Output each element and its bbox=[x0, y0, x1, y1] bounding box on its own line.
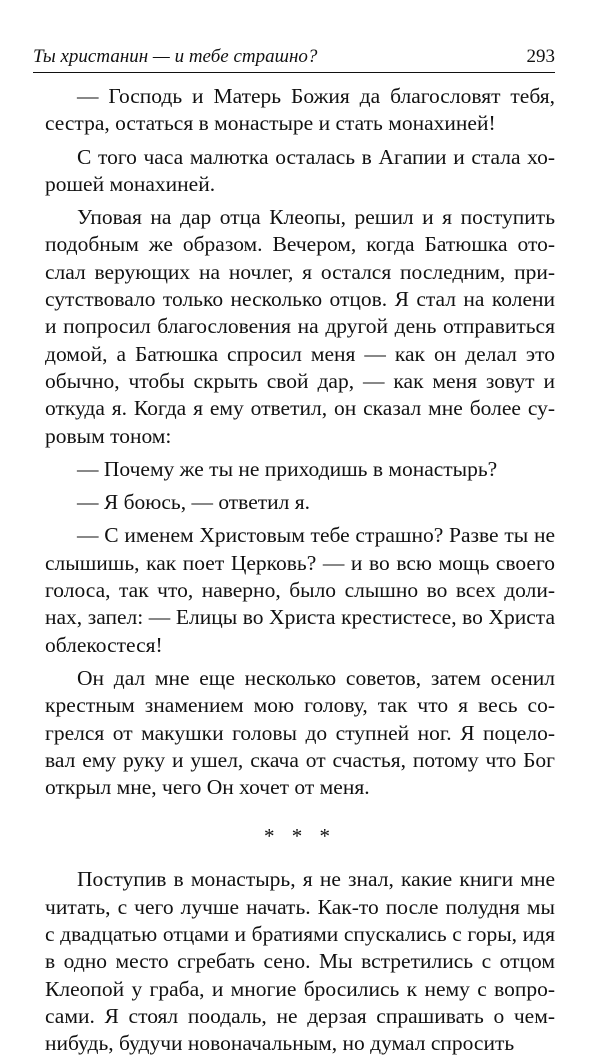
text-line: Уповая на дар отца Клеопы, решил и я поступить bbox=[77, 205, 555, 230]
text-line: вал ему руку и ушел, скача от счастья, потому что Бог bbox=[45, 747, 555, 772]
text-line: рошей монахиней. bbox=[45, 171, 216, 196]
text-line: грелся от макушки головы до ступней ног. Я поцело- bbox=[45, 720, 555, 745]
text-line: откуда я. Когда я ему ответил, он сказал мне более су- bbox=[45, 396, 555, 421]
text-line: Поступив в монастырь, я не знал, какие книги мне bbox=[77, 867, 555, 892]
page-number: 293 bbox=[526, 46, 555, 67]
text-line: слышишь, как поет Церковь? — и во всю мощь своего bbox=[45, 550, 555, 575]
body-text bbox=[45, 83, 555, 1058]
running-title: Ты христанин — и тебе страшно? bbox=[33, 46, 318, 67]
section-separator: * * * bbox=[264, 824, 336, 849]
paragraph bbox=[45, 144, 555, 199]
text-line: Клеопой у граба, и многие бросились к нему с вопро- bbox=[45, 976, 555, 1001]
paragraph bbox=[45, 665, 555, 801]
text-line: слал верующих на ночлег, я остался последним, при- bbox=[45, 259, 555, 284]
text-line: — Я боюсь, — ответил я. bbox=[77, 490, 311, 515]
paragraphs-before-separator bbox=[45, 83, 555, 801]
paragraphs-after-separator bbox=[45, 866, 555, 1057]
text-line: читать, с чего лучше начать. Как-то после полудня мы bbox=[45, 894, 555, 919]
text-line: нибудь, будучи новоначальным, но думал спросить bbox=[45, 1031, 515, 1056]
paragraph bbox=[45, 204, 555, 450]
running-header bbox=[33, 44, 555, 70]
text-line: — С именем Христовым тебе страшно? Разве ты не bbox=[77, 523, 555, 548]
text-line: нах, запел: — Елицы во Христа крестистесе, во Христа bbox=[45, 605, 555, 630]
text-line: подобным же образом. Вечером, когда Батюшка ото- bbox=[45, 232, 555, 257]
text-line: — Почему же ты не приходишь в монастырь? bbox=[77, 456, 498, 481]
text-line: облекостеся! bbox=[45, 632, 163, 657]
paragraph bbox=[45, 456, 555, 483]
text-line: сестра, остаться в монастыре и стать монахиней! bbox=[45, 111, 496, 136]
paragraph bbox=[45, 489, 555, 516]
text-line: ровым тоном: bbox=[45, 423, 172, 448]
paragraph bbox=[45, 866, 555, 1057]
text-line: домой, а Батюшка спросил меня — как он делал это bbox=[45, 341, 555, 366]
text-line: голоса, так что, наверно, было слышно во всех доли- bbox=[45, 578, 555, 603]
text-line: обычно, чтобы скрыть свой дар, — как меня зовут и bbox=[45, 368, 555, 393]
paragraph bbox=[45, 522, 555, 658]
text-line: с двадцатью отцами и братиями спускались с горы, идя bbox=[45, 922, 555, 947]
text-line: Он дал мне еще несколько советов, затем осенил bbox=[77, 665, 555, 690]
text-line: — Господь и Матерь Божия да благословят тебя, bbox=[77, 84, 555, 108]
text-line: сами. Я стоял поодаль, не дерзая спрашивать о чем- bbox=[45, 1003, 555, 1028]
text-line: в одно место сгребать сено. Мы встретились с отцом bbox=[45, 949, 555, 974]
paragraph bbox=[45, 83, 555, 138]
text-line: С того часа малютка осталась в Агапии и стала хо- bbox=[77, 144, 555, 169]
text-line: открыл мне, чего Он хочет от меня. bbox=[45, 775, 370, 800]
text-line: и попросил благословения на другой день отправиться bbox=[45, 314, 555, 339]
header-rule bbox=[33, 72, 555, 73]
text-line: сутствовало только несколько отцов. Я стал на колени bbox=[45, 287, 555, 312]
text-line: крестным знамением мою голову, так что я весь со- bbox=[45, 693, 555, 718]
